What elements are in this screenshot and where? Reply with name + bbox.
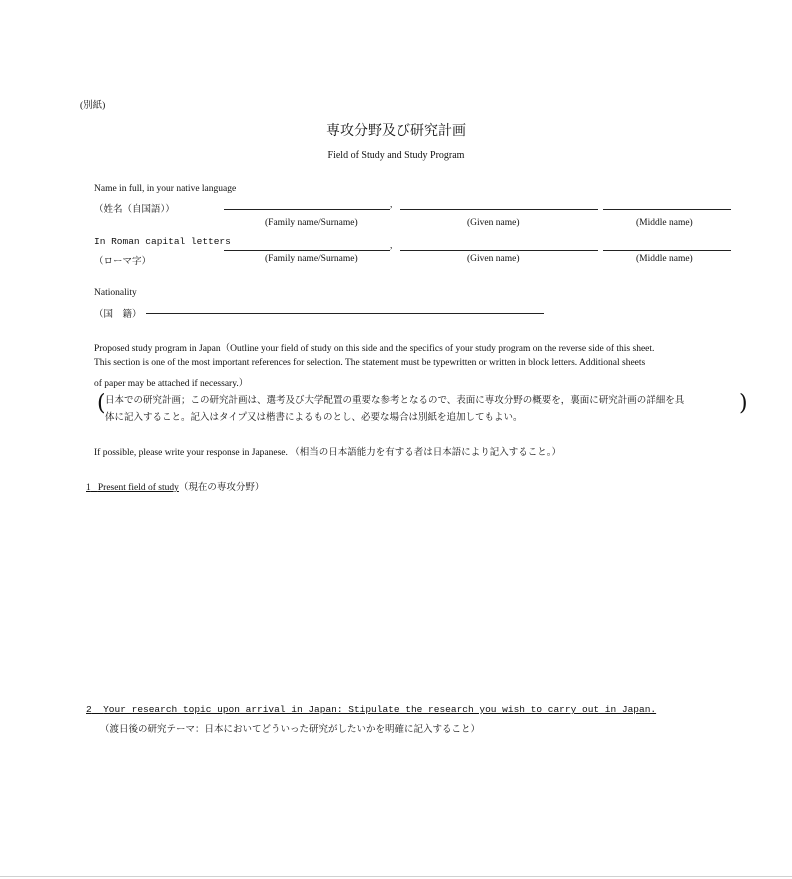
roman-middle-caption: (Middle name): [636, 254, 693, 264]
nationality-line[interactable]: [146, 313, 544, 314]
roman-separator: ,: [390, 241, 393, 251]
section-2-number: 2: [86, 704, 92, 715]
section-1-number: 1: [86, 483, 91, 493]
title-en: Field of Study and Study Program: [327, 150, 465, 161]
program-ja-line-2: 体に記入すること。記入はタイプ又は楷書によるものとし、必要な場合は別紙を追加してもよい。: [105, 413, 523, 423]
native-name-label-ja: （姓名（自国語））: [94, 205, 175, 215]
native-middle-caption: (Middle name): [636, 218, 693, 228]
roman-name-label-ja: （ローマ字）: [94, 257, 152, 267]
roman-family-line[interactable]: [224, 250, 390, 251]
native-separator: ,: [390, 200, 393, 210]
roman-given-caption: (Given name): [467, 254, 520, 264]
section-2-label-en: Your research topic upon arrival in Japan: Stipulate the research you wish to carry out in Japan.: [103, 704, 657, 715]
native-family-caption: (Family name/Surname): [265, 218, 358, 228]
program-line-2: This section is one of the most important references for selection. The statement must be typewritten or written in block letters. Additional sheets: [94, 358, 646, 368]
native-given-line[interactable]: [400, 209, 598, 210]
program-paren-open: (: [97, 391, 106, 416]
program-line-1: Proposed study program in Japan（Outline your field of study on this side and the specifics of your study program on the reverse side of this sheet.: [94, 344, 655, 354]
page-bottom-rule: [0, 876, 792, 877]
native-given-caption: (Given name): [467, 218, 520, 228]
program-paren-close: ): [739, 391, 748, 416]
section-1-answer-area[interactable]: [94, 498, 734, 694]
nationality-label-en: Nationality: [94, 288, 137, 298]
section-2-label-ja: （渡日後の研究テーマ：日本においてどういった研究がしたいかを明確に記入すること）: [100, 725, 481, 735]
native-family-line[interactable]: [224, 209, 390, 210]
native-middle-line[interactable]: [603, 209, 731, 210]
title-ja: 専攻分野及び研究計画: [326, 124, 466, 139]
section-1-heading: [86, 479, 264, 493]
section-1-label-ja: （現在の専攻分野）: [178, 483, 265, 493]
roman-middle-line[interactable]: [603, 250, 731, 251]
native-name-label-en: Name in full, in your native language: [94, 184, 237, 194]
roman-family-caption: (Family name/Surname): [265, 254, 358, 264]
roman-given-line[interactable]: [400, 250, 598, 251]
section-2-heading: [86, 704, 656, 715]
section-1-label-en: Present field of study: [97, 483, 179, 493]
attachment-label: (別紙): [80, 101, 106, 111]
section-2-answer-area[interactable]: [94, 740, 734, 866]
japanese-note: If possible, please write your response in Japanese. （相当の日本語能力を有する者は日本語により記入すること。）: [94, 448, 562, 458]
nationality-label-ja: （国 籍）: [94, 310, 142, 320]
program-ja-line-1: 日本での研究計画；この研究計画は、選考及び大学配置の重要な参考となるので、表面に専攻分野の概要を，裏面に研究計画の詳細を具: [105, 396, 685, 406]
program-line-3: of paper may be attached if necessary.）: [94, 379, 249, 389]
roman-name-label-en: In Roman capital letters: [94, 236, 231, 247]
